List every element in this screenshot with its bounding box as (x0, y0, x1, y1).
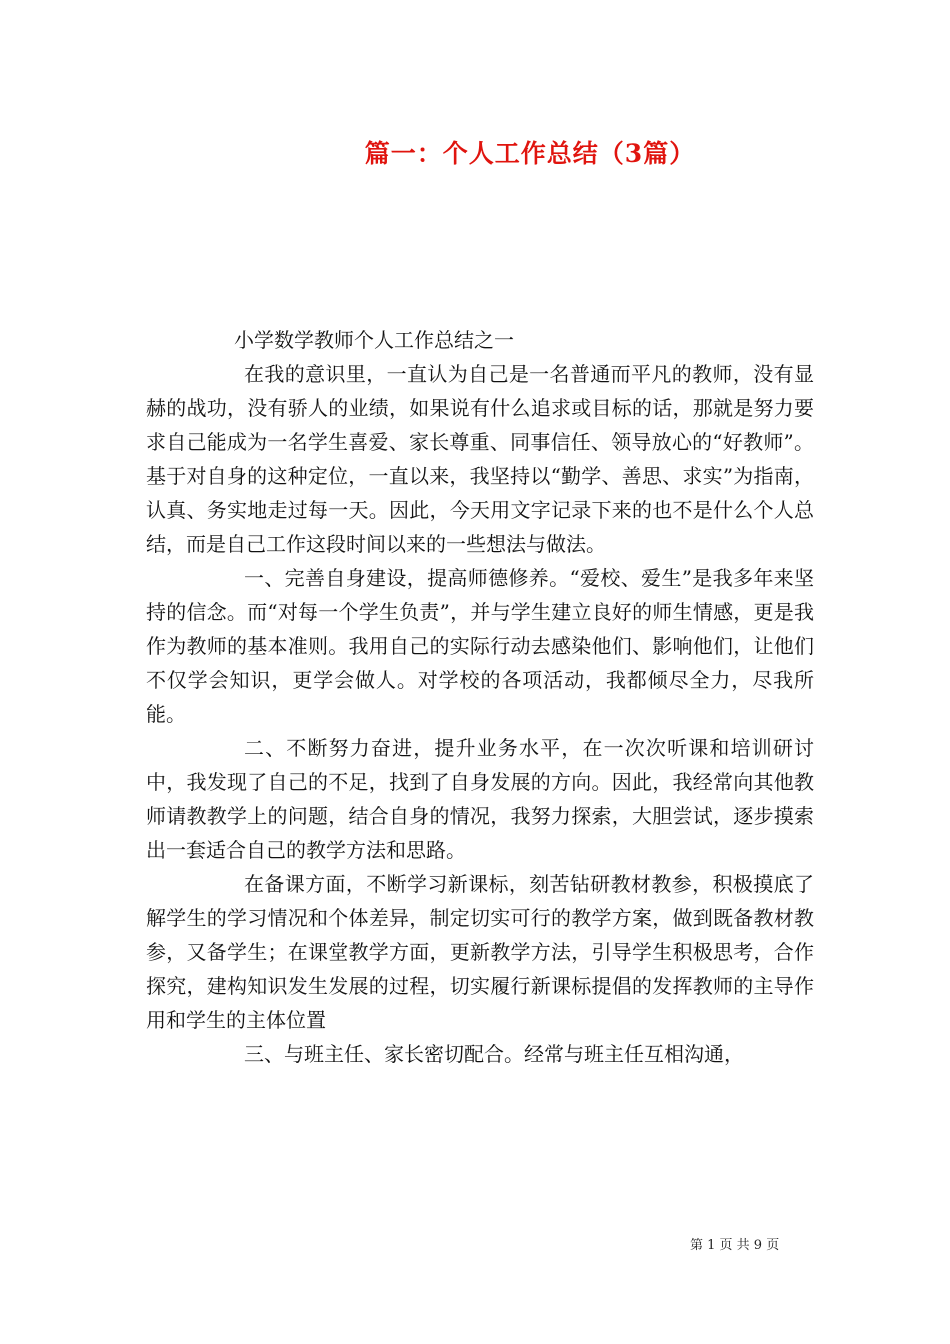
document-body (146, 323, 814, 1071)
document-title: 篇一：个人工作总结（3篇） (364, 139, 696, 168)
page-number-footer: 第 1 页 共 9 页 (690, 1238, 780, 1253)
paragraph-lesson-prep: 在备课方面，不断学习新课标，刻苦钻研教材教参，积极摸底了解学生的学习情况和个体差异，制定切实可行的教学方案，做到既备教材教参，又备学生；在课堂教学方面，更新教学方法，引导学生积极思考，合作探究，建构知识发生发展的过程，切实履行新课标提倡的发挥教师的主导作用和学生的主体位置 (146, 872, 814, 1032)
paragraph-intro: 在我的意识里，一直认为自己是一名普通而平凡的教师，没有显赫的战功，没有骄人的业绩，如果说有什么追求或目标的话，那就是努力要求自己能成为一名学生喜爱、家长尊重、同事信任、领导放心的“好教师”。基于对自身的这种定位，一直以来，我坚持以“勤学、善思、求实”为指南，认真、务实地走过每一天。因此，今天用文字记录下来的也不是什么个人总结，而是自己工作这段时间以来的一些想法与做法。 (146, 362, 814, 556)
paragraph-section-3: 三、与班主任、家长密切配合。经常与班主任互相沟通， (244, 1042, 744, 1066)
paragraph-section-1: 一、完善自身建设，提高师德修养。“爱校、爱生”是我多年来坚持的信念。而“对每一个学生负责”，并与学生建立良好的师生情感，更是我作为教师的基本准则。我用自己的实际行动去感染他们、影响他们，让他们不仅学会知识，更学会做人。对学校的各项活动，我都倾尽全力，尽我所能。 (146, 566, 814, 726)
paragraph-section-2: 二、不断努力奋进，提升业务水平，在一次次听课和培训研讨中，我发现了自己的不足，找到了自身发展的方向。因此，我经常向其他教师请教教学上的问题，结合自身的情况，我努力探索，大胆尝试，逐步摸索出一套适合自己的教学方法和思路。 (146, 736, 814, 862)
document-subtitle: 小学数学教师个人工作总结之一 (234, 328, 514, 352)
